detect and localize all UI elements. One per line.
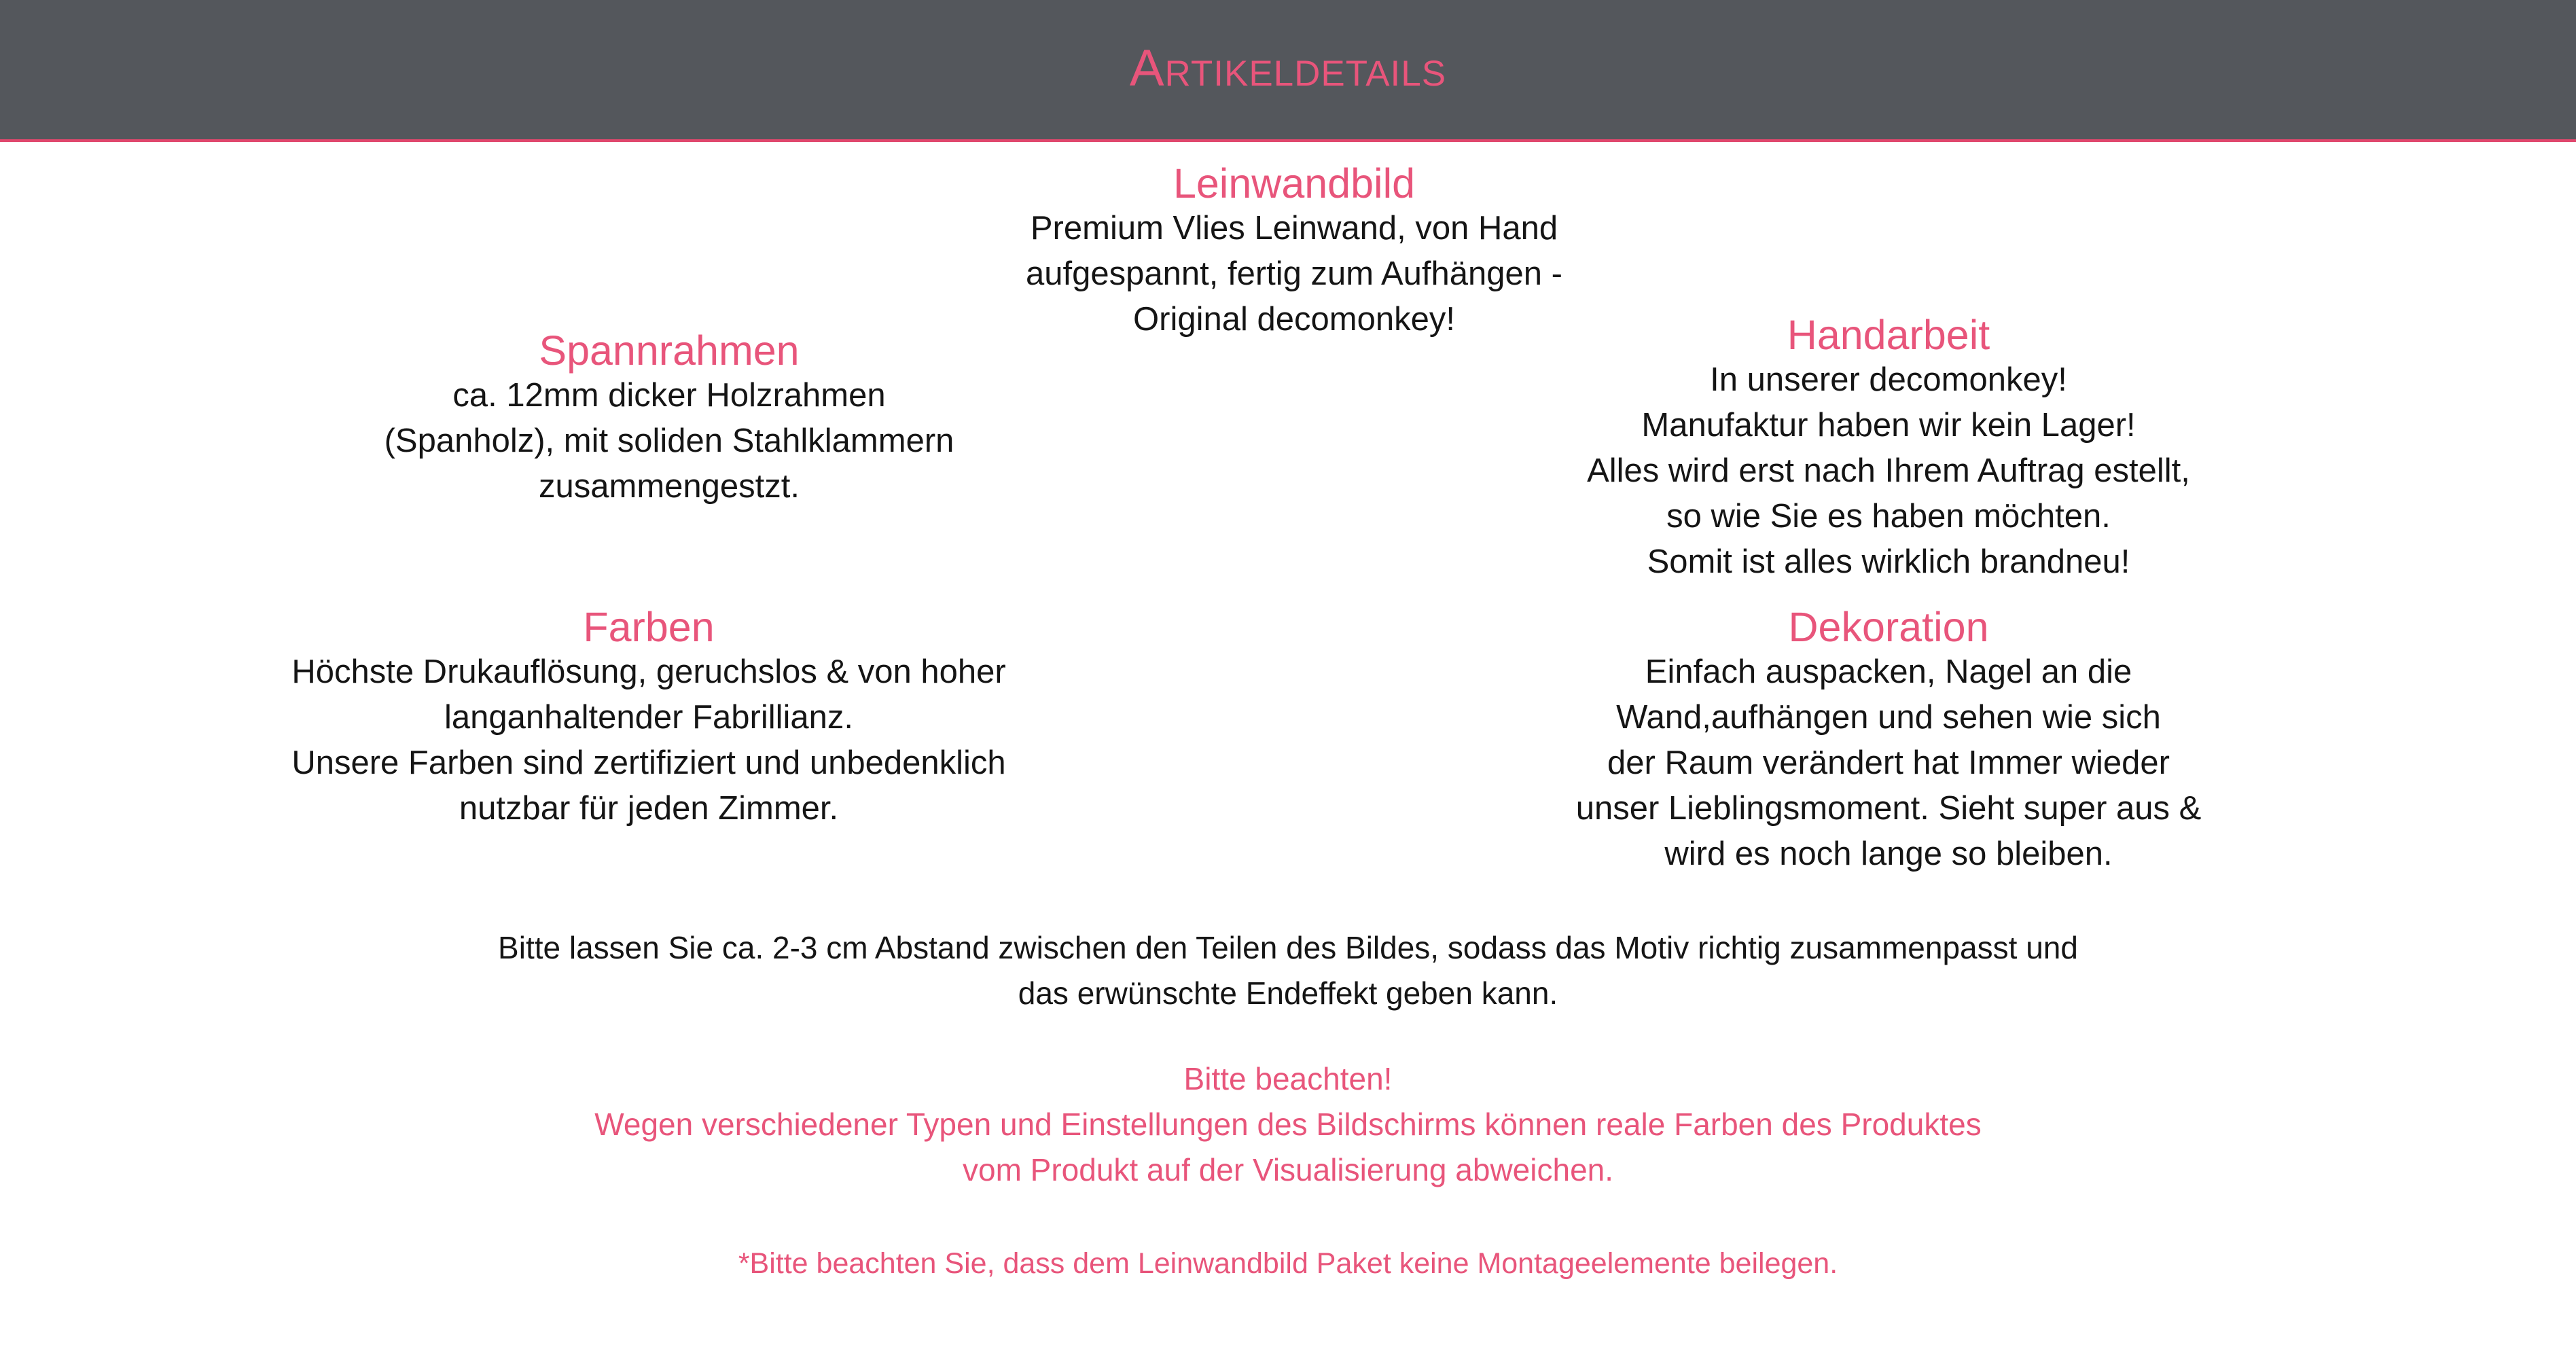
warning-heading: Bitte beachten!	[1183, 1061, 1393, 1096]
text-line: Höchste Drukauflösung, geruchslos & von hoher	[291, 653, 1006, 690]
text-line: Wand,aufhängen und sehen wie sich	[1616, 699, 2161, 736]
text-line: zusammengestzt.	[539, 468, 800, 505]
section-spannrahmen	[329, 328, 1009, 509]
text-line: nutzbar für jeden Zimmer.	[459, 790, 839, 827]
section-title-leinwandbild: Leinwandbild	[1173, 160, 1416, 207]
text-line: In unserer decomonkey!	[1710, 361, 2067, 398]
text-line: der Raum verändert hat Immer wieder	[1607, 745, 2170, 781]
note-mounting	[0, 1241, 2576, 1287]
text-line: wird es noch lange so bleiben.	[1664, 836, 2113, 872]
section-title-spannrahmen: Spannrahmen	[539, 327, 800, 374]
section-body-handarbeit	[1522, 357, 2255, 585]
text-line: vom Produkt auf der Visualisierung abweichen.	[962, 1152, 1614, 1187]
text-line: (Spanholz), mit soliden Stahlklammern	[384, 423, 954, 459]
text-line: unser Lieblingsmoment. Sieht super aus &	[1575, 790, 2202, 827]
page-header	[0, 0, 2576, 142]
section-title-farben: Farben	[583, 604, 715, 650]
text-line: Wegen verschiedener Typen und Einstellungen des Bildschirms können reale Farben des Produktes	[594, 1107, 1982, 1142]
text-line: *Bitte beachten Sie, dass dem Leinwandbild Paket keine Montageelemente beilegen.	[738, 1247, 1838, 1280]
text-line: Alles wird erst nach Ihrem Auftrag estellt,	[1587, 452, 2190, 489]
text-line: Manufaktur haben wir kein Lager!	[1641, 407, 2136, 444]
section-body-dekoration	[1522, 649, 2255, 877]
text-line: langanhaltender Fabrillianz.	[444, 699, 853, 736]
text-line: Einfach auspacken, Nagel an die	[1645, 653, 2132, 690]
note-color-warning	[0, 1056, 2576, 1193]
section-body-spannrahmen	[329, 373, 1009, 509]
section-body-farben	[234, 649, 1063, 831]
page-title: Artikeldetails	[1129, 39, 1447, 97]
text-line: so wie Sie es haben möchten.	[1666, 498, 2111, 535]
section-title-handarbeit: Handarbeit	[1787, 312, 1990, 358]
section-farben	[234, 605, 1063, 831]
text-line: Bitte lassen Sie ca. 2-3 cm Abstand zwischen den Teilen des Bildes, sodass das Motiv richtig zusammenpasst und	[498, 930, 2078, 965]
text-line: ca. 12mm dicker Holzrahmen	[452, 377, 886, 414]
note-abstand	[0, 925, 2576, 1016]
section-dekoration	[1522, 605, 2255, 877]
text-line: Original decomonkey!	[1133, 301, 1455, 338]
text-line: Unsere Farben sind zertifiziert und unbedenklich	[291, 745, 1006, 781]
section-handarbeit	[1522, 312, 2255, 585]
section-title-dekoration: Dekoration	[1788, 604, 1989, 650]
text-line: das erwünschte Endeffekt geben kann.	[1018, 975, 1558, 1011]
text-line: Premium Vlies Leinwand, von Hand	[1030, 210, 1558, 247]
text-line: aufgespannt, fertig zum Aufhängen -	[1026, 255, 1562, 292]
text-line: Somit ist alles wirklich brandneu!	[1647, 543, 2130, 580]
